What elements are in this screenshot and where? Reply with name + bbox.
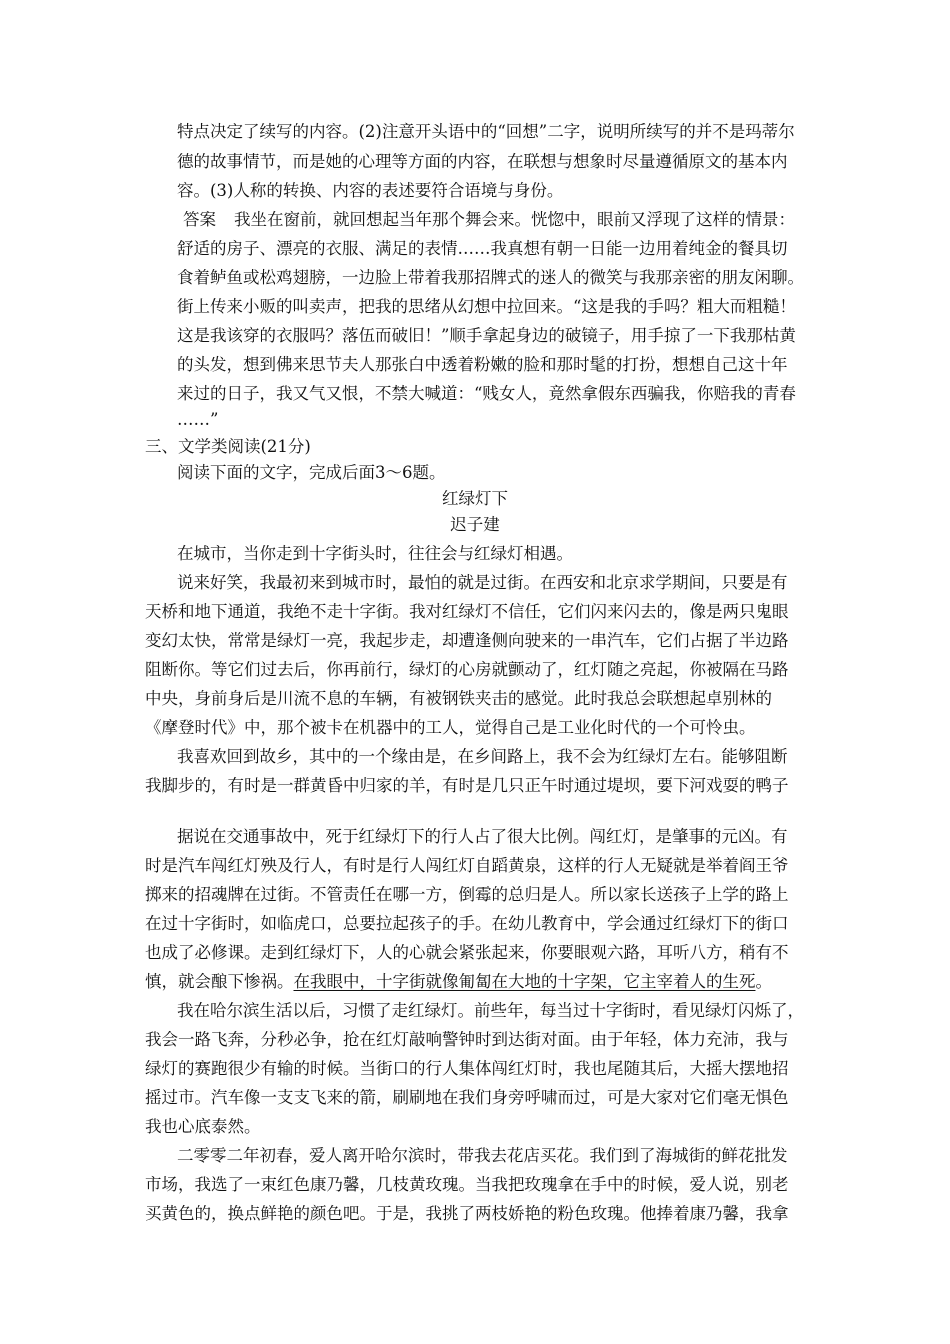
underlined-sentence: 在我眼中，十字街就像匍匐在大地的十字架，它主宰着人的生死 — [293, 972, 756, 991]
essay-paragraph-line: 阻断你。等它们过去后，你再前行，绿灯的心房就颤动了，红灯随之亮起，你被隔在马路 — [145, 660, 789, 679]
essay-paragraph-line: 也成了必修课。走到红绿灯下，人的心就会紧张起来，你要眼观六路，耳听八方，稍有不 — [145, 943, 789, 962]
answer-line: 这是我该穿的衣服吗？落伍而破旧！”顺手拿起身边的破镜子，用手掠了一下我那枯黄 — [177, 326, 796, 345]
essay-paragraph-line: 我会一路飞奔，分秒必争，抢在红灯敲响警钟时到达街对面。由于年轻，体力充沛，我与 — [145, 1030, 789, 1049]
answer-line: 街上传来小贩的叫卖声，把我的思绪从幻想中拉回来。“这是我的手吗？粗大而粗糙！ — [177, 297, 796, 316]
text-span: 慎，就会酿下惨祸。 — [145, 972, 294, 991]
essay-paragraph-line: 说来好笑，我最初来到城市时，最怕的就是过街。在西安和北京求学期间，只要是有 — [177, 573, 788, 592]
section-instruction: 阅读下面的文字，完成后面3～6题。 — [177, 463, 446, 482]
essay-paragraph-line: 二零零二年初春，爱人离开哈尔滨时，带我去花店买花。我们到了海城街的鲜花批发 — [177, 1146, 788, 1165]
essay-paragraph-line: 变幻太快，常常是绿灯一亮，我起步走，却遭逢侧向驶来的一串汽车，它们占据了半边路 — [145, 631, 789, 650]
answer-line: 舒适的房子、漂亮的衣服、满足的表情……我真想有朝一日能一边用着纯金的餐具切 — [177, 239, 788, 258]
essay-paragraph-line: 时是汽车闯红灯殃及行人，有时是行人闯红灯自蹈黄泉，这样的行人无疑就是举着阎王爷 — [145, 856, 789, 875]
essay-paragraph-line: 摇过市。汽车像一支支飞来的箭，刷刷地在我们身旁呼啸而过，可是大家对它们毫无惧色 — [145, 1088, 789, 1107]
essay-title: 红绿灯下 — [442, 489, 508, 508]
essay-paragraph-line: 我脚步的，有时是一群黄昏中归家的羊，有时是几只正午时通过堤坝，要下河戏耍的鸭子 — [145, 776, 789, 795]
essay-paragraph-line: 在过十字街时，如临虎口，总要拉起孩子的手。在幼儿教育中，学会通过红绿灯下的街口 — [145, 914, 789, 933]
essay-paragraph-line: 据说在交通事故中，死于红绿灯下的行人占了很大比例。闯红灯，是肇事的元凶。有 — [177, 827, 788, 846]
essay-paragraph-line: 我也心底泰然。 — [145, 1117, 261, 1136]
answer-line: 来过的日子，我又气又恨，不禁大喊道：“贱女人，竟然拿假东西骗我，你赔我的青春 — [177, 384, 796, 403]
analysis-line: 容。(3)人称的转换、内容的表述要符合语境与身份。 — [177, 181, 564, 200]
essay-paragraph-line: 在城市，当你走到十字街头时，往往会与红绿灯相遇。 — [177, 544, 573, 563]
answer-first-line — [183, 210, 795, 230]
answer-line: 的头发，想到佛来思节夫人那张白中透着粉嫩的脸和那时髦的打扮，想想自己这十年 — [177, 355, 788, 374]
section-heading: 三、文学类阅读(21分) — [145, 437, 311, 456]
essay-paragraph-line: 中央，身前身后是川流不息的车辆，有被钢铁夹击的感觉。此时我总会联想起卓别林的 — [145, 689, 772, 708]
answer-line: ……” — [177, 410, 219, 429]
text-span: 。 — [755, 972, 772, 991]
answer-line: 食着鲈鱼或松鸡翅膀，一边脸上带着我那招牌式的迷人的微笑与我那亲密的朋友闲聊。 — [177, 268, 804, 287]
essay-paragraph-line: 我喜欢回到故乡，其中的一个缘由是，在乡间路上，我不会为红绿灯左右。能够阻断 — [177, 747, 788, 766]
essay-paragraph-line — [145, 972, 772, 992]
essay-paragraph-line: 买黄色的，换点鲜艳的颜色吧。于是，我挑了两枝娇艳的粉色玫瑰。他捧着康乃馨，我拿 — [145, 1204, 789, 1223]
essay-paragraph-line: 我在哈尔滨生活以后，习惯了走红绿灯。前些年，每当过十字街时，看见绿灯闪烁了， — [177, 1001, 804, 1020]
analysis-line: 特点决定了续写的内容。(2)注意开头语中的“回想”二字，说明所续写的并不是玛蒂尔 — [177, 122, 795, 141]
answer-line: 我坐在窗前，就回想起当年那个舞会来。恍惚中，眼前又浮现了这样的情景： — [234, 210, 795, 229]
essay-paragraph-line: 绿灯的赛跑很少有输的时候。当街口的行人集体闯红灯时，我也尾随其后，大摇大摆地招 — [145, 1059, 789, 1078]
essay-paragraph-line: 掷来的招魂牌在过街。不管责任在哪一方，倒霉的总归是人。所以家长送孩子上学的路上 — [145, 885, 789, 904]
essay-paragraph-line: 天桥和地下通道，我绝不走十字街。我对红绿灯不信任，它们闪来闪去的，像是两只鬼眼 — [145, 602, 789, 621]
answer-label: 答案 — [183, 210, 216, 229]
essay-paragraph-line: 《摩登时代》中，那个被卡在机器中的工人，觉得自己是工业化时代的一个可怜虫。 — [145, 718, 756, 737]
essay-paragraph-line: 市场，我选了一束红色康乃馨，几枝黄玫瑰。当我把玫瑰拿在手中的时候，爱人说，别老 — [145, 1175, 789, 1194]
analysis-line: 德的故事情节，而是她的心理等方面的内容，在联想与想象时尽量遵循原文的基本内 — [177, 152, 788, 171]
essay-author: 迟子建 — [450, 515, 500, 534]
